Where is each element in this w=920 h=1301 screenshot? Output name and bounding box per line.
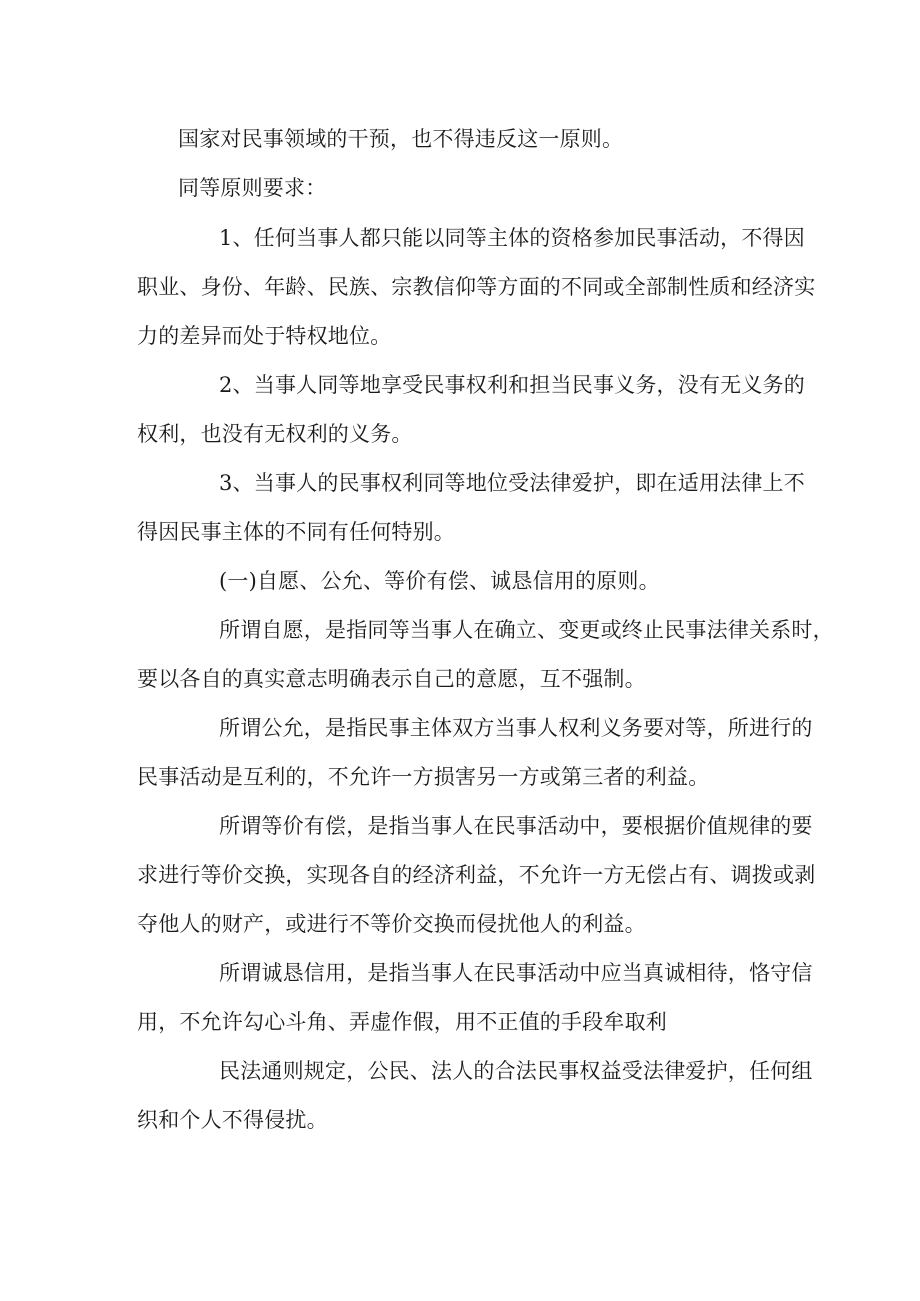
text-line: 权利，也没有无权利的义务。 (137, 422, 413, 446)
text-line: 夺他人的财产，或进行不等价交换而侵扰他人的利益。 (137, 912, 646, 936)
text-line: 民法通则规定，公民、法人的合法民事权益受法律爱护，任何组 (219, 1059, 813, 1083)
text-line: 力的差异而处于特权地位。 (137, 324, 392, 348)
text-line: 所谓等价有偿，是指当事人在民事活动中，要根据价值规律的要 (219, 814, 813, 838)
text-line: 2、当事人同等地享受民事权利和担当民事义务，没有无义务的 (219, 373, 805, 397)
text-line: 所谓自愿，是指同等当事人在确立、变更或终止民事法律关系时， (219, 618, 834, 642)
text-line: 所谓公允，是指民事主体双方当事人权利义务要对等，所进行的 (219, 716, 813, 740)
text-line: 民事活动是互利的，不允许一方损害另一方或第三者的利益。 (137, 765, 710, 789)
text-line: 求进行等价交换，实现各自的经济利益，不允许一方无偿占有、调拨或剥 (137, 863, 816, 887)
text-line: 同等原则要求： (178, 176, 327, 200)
text-line: 得因民事主体的不同有任何特别。 (137, 520, 455, 544)
text-line: 国家对民事领域的干预，也不得违反这一原则。 (178, 127, 624, 151)
text-line: 要以各自的真实意志明确表示自己的意愿，互不强制。 (137, 667, 646, 691)
text-line: (一)自愿、公允、等价有偿、诚恳信用的原则。 (219, 569, 660, 593)
text-line: 织和个人不得侵扰。 (137, 1108, 328, 1132)
text-line: 职业、身份、年龄、民族、宗教信仰等方面的不同或全部制性质和经济实 (137, 275, 816, 299)
text-line: 3、当事人的民事权利同等地位受法律爱护，即在适用法律上不 (219, 471, 805, 495)
text-line: 所谓诚恳信用，是指当事人在民事活动中应当真诚相待，恪守信 (219, 961, 813, 985)
text-line: 用，不允许勾心斗角、弄虚作假，用不正值的手段牟取利 (137, 1010, 667, 1034)
text-line: 1、任何当事人都只能以同等主体的资格参加民事活动，不得因 (219, 226, 805, 250)
